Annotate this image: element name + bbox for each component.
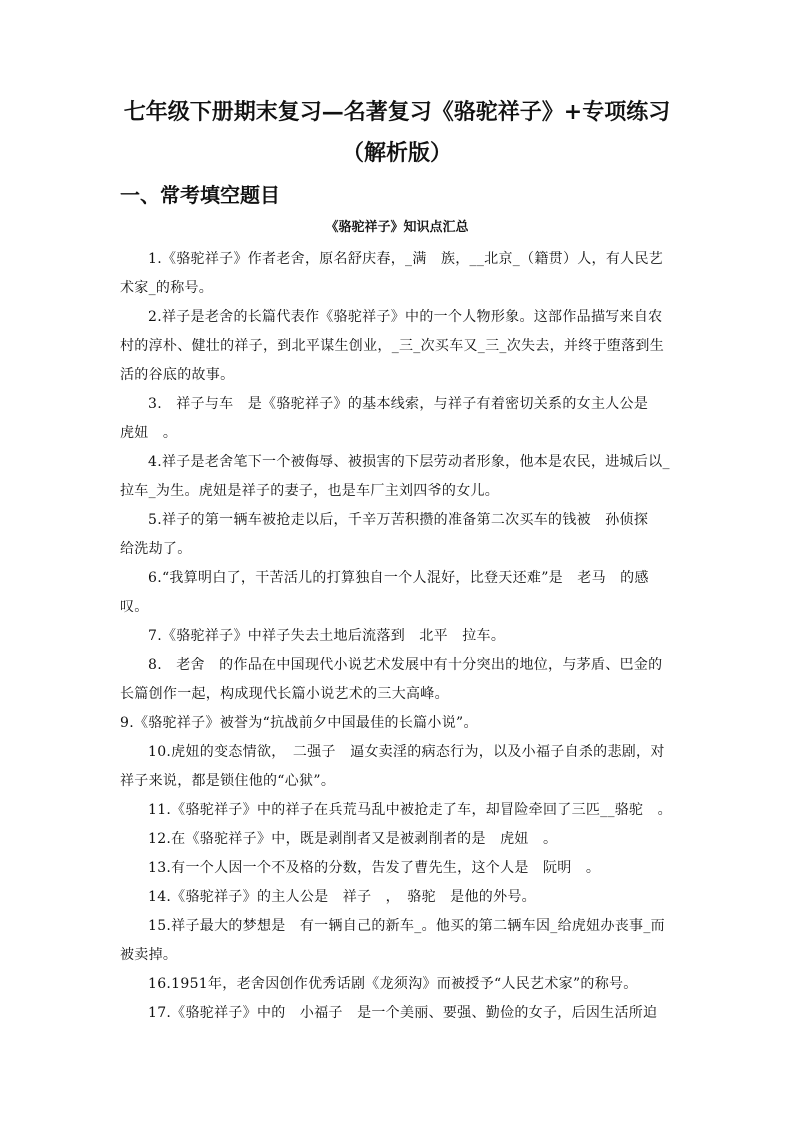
fill-in-question-list bbox=[120, 245, 676, 1028]
question-item-8: 8. 老舍 的作品在中国现代小说艺术发展中有十分突出的地位，与茅盾、巴金的长篇创作一起，构成现代长篇小说艺术的三大高峰。 bbox=[120, 657, 663, 702]
question-item-9: 9.《骆驼祥子》被誉为“抗战前夕中国最佳的长篇小说”。 bbox=[120, 715, 478, 731]
question-item-14: 14.《骆驼祥子》的主人公是 祥子 ， 骆驼 是他的外号。 bbox=[148, 889, 536, 905]
question-item-4: 4.祥子是老舍笔下一个被侮辱、被损害的下层劳动者形象，他本是农民，进城后以_拉车_为生。虎妞是祥子的妻子，也是车厂主刘四爷的女儿。 bbox=[120, 454, 670, 499]
knowledge-summary-heading: 《骆驼祥子》知识点汇总 bbox=[325, 220, 469, 235]
question-item-1: 1.《骆驼祥子》作者老舍，原名舒庆春，_满 族，__北京_（籍贯）人，有人民艺术家_的称号。 bbox=[120, 251, 664, 296]
question-item-16: 16.1951年，老舍因创作优秀话剧《龙须沟》而被授予“人民艺术家”的称号。 bbox=[148, 976, 638, 992]
question-item-12: 12.在《骆驼祥子》中，既是剥削者又是被剥削者的是 虎妞 。 bbox=[148, 831, 558, 847]
question-item-3: 3. 祥子与车 是《骆驼祥子》的基本线索，与祥子有着密切关系的女主人公是 虎妞 。 bbox=[120, 396, 663, 441]
section-heading: 一、常考填空题目 bbox=[120, 183, 280, 207]
document-title-subtitle: （解析版） bbox=[341, 140, 452, 166]
question-item-5: 5.祥子的第一辆车被抢走以后，千辛万苦积攒的准备第二次买车的钱被 孙侦探 给洗劫了。 bbox=[120, 512, 663, 557]
question-item-17: 17.《骆驼祥子》中的 小福子 是一个美丽、要强、勤俭的女子，后因生活所迫 bbox=[148, 1005, 658, 1021]
question-item-10: 10.虎妞的变态情欲， 二强子 逼女卖淫的病态行为，以及小福子自杀的悲剧，对祥子来说，都是锁住他的“心狱”。 bbox=[120, 744, 665, 789]
document-title: 七年级下册期末复习—名著复习《骆驼祥子》+专项练习 bbox=[123, 99, 671, 125]
question-item-11: 11.《骆驼祥子》中的祥子在兵荒马乱中被抢走了车，却冒险牵回了三匹__骆驼 。 bbox=[148, 802, 672, 818]
question-item-15: 15.祥子最大的梦想是 有一辆自己的新车_。他买的第二辆车因_给虎妞办丧事_而被卖掉。 bbox=[120, 918, 665, 963]
question-item-7: 7.《骆驼祥子》中祥子失去土地后流落到 北平 拉车。 bbox=[148, 628, 506, 644]
question-item-6: 6.“我算明白了，干苦活儿的打算独自一个人混好，比登天还难”是 老马 的感叹。 bbox=[120, 570, 649, 615]
question-item-13: 13.有一个人因一个不及格的分数，告发了曹先生，这个人是 阮明 。 bbox=[148, 860, 601, 876]
question-item-2: 2.祥子是老舍的长篇代表作《骆驼祥子》中的一个人物形象。这部作品描写来自农村的淳朴、健壮的祥子，到北平谋生创业，_三_次买车又_三_次失去，并终于堕落到生活的谷底的故事。 bbox=[120, 309, 664, 383]
